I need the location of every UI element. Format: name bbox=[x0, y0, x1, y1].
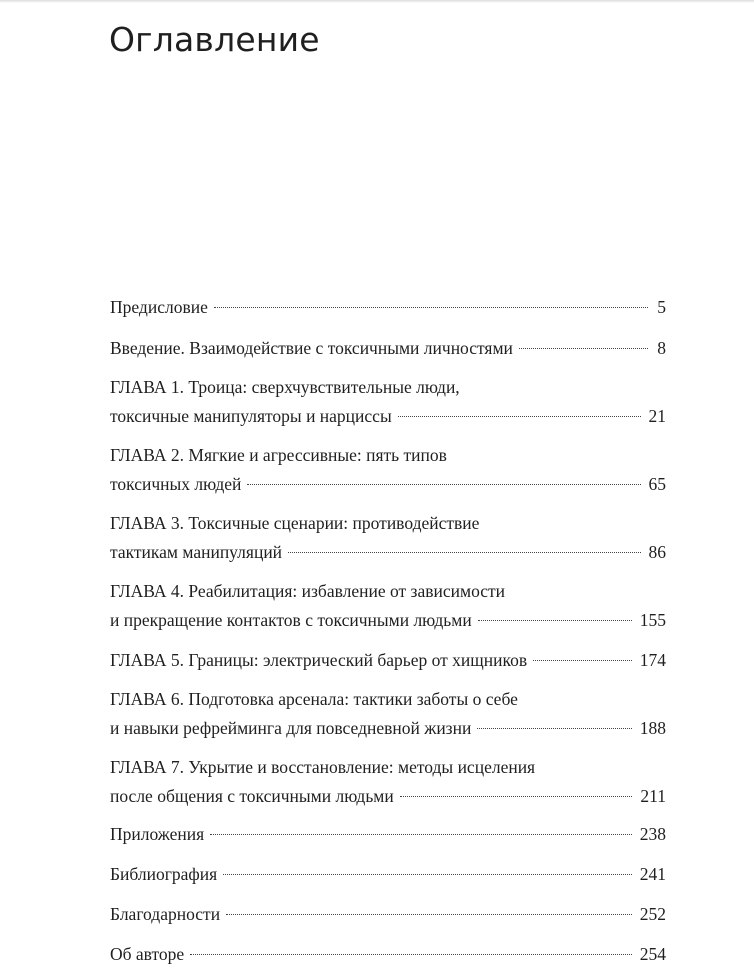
toc-entry-introduction[interactable] bbox=[110, 334, 666, 363]
toc-entry-title-line: ГЛАВА 7. Укрытие и восстановление: методы исцеления bbox=[110, 757, 536, 777]
dot-leader bbox=[223, 873, 632, 875]
toc-page-number: 254 bbox=[639, 944, 666, 964]
toc-page-number: 5 bbox=[657, 297, 666, 317]
page-title: Оглавление bbox=[109, 20, 320, 59]
dot-leader bbox=[226, 913, 632, 915]
toc-entry-chapter-6[interactable] bbox=[110, 685, 666, 743]
toc-entry-title: ГЛАВА 5. Границы: электрический барьер от хищников bbox=[110, 650, 528, 670]
dot-leader bbox=[190, 953, 632, 955]
toc-entry-title: Библиография bbox=[110, 864, 218, 884]
toc-entry-about-author[interactable] bbox=[110, 940, 666, 969]
dot-leader bbox=[210, 833, 632, 835]
toc-entry-acknowledgements[interactable] bbox=[110, 900, 666, 929]
dot-leader bbox=[400, 795, 633, 797]
toc-entry-appendices[interactable] bbox=[110, 820, 666, 849]
toc-entry-title: Благодарности bbox=[110, 904, 221, 924]
toc-entry-title: и навыки рефрейминга для повседневной жизни bbox=[110, 718, 472, 738]
dot-leader bbox=[477, 727, 631, 729]
toc-entry-chapter-1[interactable] bbox=[110, 373, 666, 431]
dot-leader bbox=[214, 306, 648, 308]
page-top-edge bbox=[0, 0, 754, 3]
toc-entry-title: после общения с токсичными людьми bbox=[110, 786, 394, 806]
toc-page-number: 155 bbox=[639, 610, 666, 630]
toc-entry-title-line: ГЛАВА 1. Троица: сверхчувствительные люди, bbox=[110, 377, 460, 397]
toc-entry-title: Об авторе bbox=[110, 944, 185, 964]
toc-entry-title: Введение. Взаимодействие с токсичными личностями bbox=[110, 338, 513, 358]
toc-page-number: 8 bbox=[657, 338, 666, 358]
dot-leader bbox=[247, 483, 640, 485]
dot-leader bbox=[533, 659, 632, 661]
dot-leader bbox=[478, 619, 632, 621]
toc-page-number: 252 bbox=[639, 904, 666, 924]
toc-page-number: 211 bbox=[640, 786, 666, 806]
toc-entry-title-line: ГЛАВА 6. Подготовка арсенала: тактики заботы о себе bbox=[110, 689, 518, 709]
toc-page-number: 65 bbox=[648, 474, 666, 494]
toc-entry-chapter-7[interactable] bbox=[110, 753, 666, 811]
toc-page-number: 21 bbox=[648, 406, 666, 426]
toc-entry-title-line: ГЛАВА 2. Мягкие и агрессивные: пять типов bbox=[110, 445, 447, 465]
toc-entry-title: токсичных людей bbox=[110, 474, 242, 494]
toc-page-number: 241 bbox=[639, 864, 666, 884]
toc-entry-chapter-3[interactable] bbox=[110, 509, 666, 567]
toc-page-number: 188 bbox=[639, 718, 666, 738]
toc-entry-title: токсичные манипуляторы и нарциссы bbox=[110, 406, 392, 426]
toc-entry-title: тактикам манипуляций bbox=[110, 542, 283, 562]
toc-page-number: 174 bbox=[639, 650, 666, 670]
dot-leader bbox=[519, 347, 648, 349]
toc-entry-title: Предисловие bbox=[110, 297, 208, 317]
toc-entry-title: и прекращение контактов с токсичными людьми bbox=[110, 610, 472, 630]
toc-entry-bibliography[interactable] bbox=[110, 860, 666, 889]
toc-page-number: 238 bbox=[639, 824, 666, 844]
toc-page-number: 86 bbox=[648, 542, 666, 562]
toc-entry-title: Приложения bbox=[110, 824, 205, 844]
dot-leader bbox=[398, 415, 641, 417]
toc-entry-title-line: ГЛАВА 3. Токсичные сценарии: противодействие bbox=[110, 513, 480, 533]
dot-leader bbox=[288, 551, 640, 553]
toc-entry-chapter-4[interactable] bbox=[110, 577, 666, 635]
toc-entry-title-line: ГЛАВА 4. Реабилитация: избавление от зависимости bbox=[110, 581, 506, 601]
toc-entry-chapter-2[interactable] bbox=[110, 441, 666, 499]
toc-entry-chapter-5[interactable] bbox=[110, 646, 666, 675]
toc-entry-preface[interactable] bbox=[110, 293, 666, 322]
